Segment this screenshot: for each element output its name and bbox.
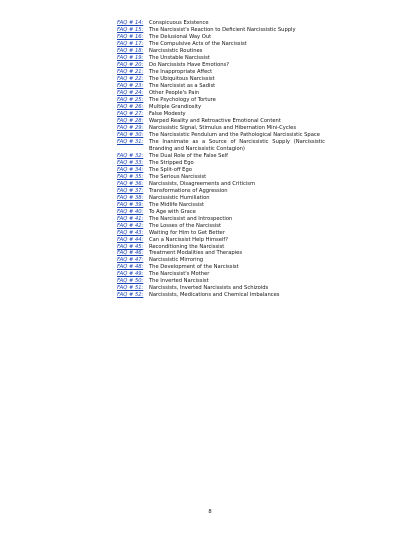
faq-title: Multiple Grandiosity xyxy=(149,103,202,110)
faq-row xyxy=(117,111,325,118)
faq-title: The Narcissist and Introspection xyxy=(149,215,233,222)
faq-link[interactable]: FAQ # 22: xyxy=(117,75,144,82)
faq-title: Narcissistic Signal, Stimulus and Hibernation Mini-Cycles xyxy=(149,124,297,131)
faq-row xyxy=(117,216,325,223)
faq-row xyxy=(117,132,325,139)
faq-row xyxy=(117,139,325,153)
faq-title: Can a Narcissist Help Himself? xyxy=(149,236,228,243)
faq-link[interactable]: FAQ # 20: xyxy=(117,61,144,68)
faq-row xyxy=(117,83,325,90)
faq-row xyxy=(117,48,325,55)
faq-row xyxy=(117,264,325,271)
faq-title: Narcissistic Routines xyxy=(149,47,203,54)
faq-link[interactable]: FAQ # 18: xyxy=(117,47,144,54)
faq-link[interactable]: FAQ # 23: xyxy=(117,82,144,89)
faq-link[interactable]: FAQ # 48: xyxy=(117,264,144,271)
faq-row xyxy=(117,62,325,69)
faq-title: The Development of the Narcissist xyxy=(149,264,239,271)
faq-row xyxy=(117,27,325,34)
faq-title: The Psychology of Torture xyxy=(149,96,216,103)
faq-row xyxy=(117,257,325,264)
faq-title: False Modesty xyxy=(149,110,186,117)
faq-title: The Inappropriate Affect xyxy=(149,68,213,75)
faq-title: The Narcissist's Mother xyxy=(149,271,210,278)
faq-row xyxy=(117,195,325,202)
faq-row xyxy=(117,20,325,27)
faq-row xyxy=(117,69,325,76)
faq-row xyxy=(117,34,325,41)
faq-row xyxy=(117,160,325,167)
faq-link[interactable]: FAQ # 33: xyxy=(117,159,144,166)
faq-title: Transformations of Aggression xyxy=(149,187,228,194)
faq-link[interactable]: FAQ # 50: xyxy=(117,278,144,285)
faq-title: Narcissists, Medications and Chemical Imbalances xyxy=(149,292,280,299)
faq-row xyxy=(117,97,325,104)
faq-row xyxy=(117,90,325,97)
faq-row xyxy=(117,202,325,209)
faq-link[interactable]: FAQ # 40: xyxy=(117,208,144,215)
faq-title: Do Narcissists Have Emotions? xyxy=(149,61,230,68)
faq-title: The Unstable Narcissist xyxy=(149,54,210,61)
faq-row xyxy=(117,118,325,125)
faq-row xyxy=(117,41,325,48)
faq-link[interactable]: FAQ # 19: xyxy=(117,54,144,61)
faq-row xyxy=(117,167,325,174)
faq-row xyxy=(117,104,325,111)
faq-row xyxy=(117,125,325,132)
faq-link[interactable]: FAQ # 52: xyxy=(117,292,144,299)
faq-link[interactable]: FAQ # 31: xyxy=(117,138,144,145)
faq-title: The Inanimate as a Source of Narcissistic Supply (Narcissistic Branding and Narcissistic Contagion) xyxy=(149,138,325,152)
faq-link[interactable]: FAQ # 47: xyxy=(117,257,144,264)
faq-link[interactable]: FAQ # 44: xyxy=(117,236,144,243)
faq-title: Other People's Pain xyxy=(149,89,200,96)
faq-link[interactable]: FAQ # 41: xyxy=(117,215,144,222)
faq-title: The Compulsive Acts of the Narcissist xyxy=(149,40,247,47)
faq-row xyxy=(117,181,325,188)
faq-title: The Stripped Ego xyxy=(149,159,194,166)
faq-row xyxy=(117,278,325,285)
faq-link[interactable]: FAQ # 14: xyxy=(117,20,144,26)
faq-title: The Split-off Ego xyxy=(149,166,192,173)
faq-title: Narcissistic Mirroring xyxy=(149,257,204,264)
faq-link[interactable]: FAQ # 27: xyxy=(117,110,144,117)
faq-title: Narcissists, Inverted Narcissists and Schizoids xyxy=(149,285,269,292)
faq-row xyxy=(117,250,325,257)
faq-title: To Age with Grace xyxy=(149,208,196,215)
faq-link[interactable]: FAQ # 37: xyxy=(117,187,144,194)
faq-link[interactable]: FAQ # 25: xyxy=(117,96,144,103)
faq-link[interactable]: FAQ # 15: xyxy=(117,26,144,33)
faq-link[interactable]: FAQ # 43: xyxy=(117,229,144,236)
faq-link[interactable]: FAQ # 49: xyxy=(117,271,144,278)
faq-title: Narcissists, Disagreements and Criticism xyxy=(149,180,256,187)
faq-link[interactable]: FAQ # 32: xyxy=(117,152,144,159)
faq-link[interactable]: FAQ # 36: xyxy=(117,180,144,187)
faq-title: Narcissistic Humiliation xyxy=(149,194,210,201)
faq-link[interactable]: FAQ # 29: xyxy=(117,124,144,131)
faq-title: The Midlife Narcissist xyxy=(149,201,205,208)
faq-row xyxy=(117,244,325,251)
faq-title: The Delusional Way Out xyxy=(149,33,212,40)
faq-title: Conspicuous Existence xyxy=(149,20,209,26)
faq-link[interactable]: FAQ # 38: xyxy=(117,194,144,201)
faq-link[interactable]: FAQ # 51: xyxy=(117,285,144,292)
faq-link[interactable]: FAQ # 16: xyxy=(117,33,144,40)
faq-list xyxy=(117,20,325,299)
faq-link[interactable]: FAQ # 21: xyxy=(117,68,144,75)
faq-link[interactable]: FAQ # 26: xyxy=(117,103,144,110)
faq-link[interactable]: FAQ # 39: xyxy=(117,201,144,208)
faq-title: Waiting for Him to Get Better xyxy=(149,229,225,236)
faq-row xyxy=(117,209,325,216)
faq-title: The Serious Narcissist xyxy=(149,173,207,180)
faq-row xyxy=(117,153,325,160)
faq-row xyxy=(117,292,325,299)
faq-row xyxy=(117,271,325,278)
faq-link[interactable]: FAQ # 24: xyxy=(117,89,144,96)
faq-row xyxy=(117,55,325,62)
faq-title: The Losses of the Narcissist xyxy=(149,222,221,229)
faq-row xyxy=(117,285,325,292)
faq-title: The Inverted Narcissist xyxy=(149,278,209,285)
faq-row xyxy=(117,76,325,83)
faq-row xyxy=(117,188,325,195)
faq-title: Warped Reality and Retroactive Emotional Content xyxy=(149,117,281,124)
faq-title: The Narcissist as a Sadist xyxy=(149,82,216,89)
faq-link[interactable]: FAQ # 35: xyxy=(117,173,144,180)
faq-link[interactable]: FAQ # 30: xyxy=(117,131,144,138)
faq-link[interactable]: FAQ # 42: xyxy=(117,222,144,229)
faq-link[interactable]: FAQ # 17: xyxy=(117,40,144,47)
faq-title: Treatment Modalities and Therapies xyxy=(149,250,243,257)
faq-link[interactable]: FAQ # 45: xyxy=(117,243,144,250)
faq-row xyxy=(117,223,325,230)
faq-title: The Narcissist's Reaction to Deficient Narcissistic Supply xyxy=(149,26,296,33)
faq-row xyxy=(117,237,325,244)
faq-link[interactable]: FAQ # 46: xyxy=(117,250,144,257)
faq-link[interactable]: FAQ # 28: xyxy=(117,117,144,124)
faq-title: The Narcissistic Pendulum and the Pathological Narcissistic Space xyxy=(149,131,320,138)
faq-title: The Dual Role of the False Self xyxy=(149,152,228,159)
page-number: 8 xyxy=(208,509,212,515)
faq-row xyxy=(117,174,325,181)
faq-title: Reconditioning the Narcissist xyxy=(149,243,225,250)
faq-row xyxy=(117,230,325,237)
faq-link[interactable]: FAQ # 34: xyxy=(117,166,144,173)
faq-title: The Ubiquitous Narcissist xyxy=(149,75,215,82)
